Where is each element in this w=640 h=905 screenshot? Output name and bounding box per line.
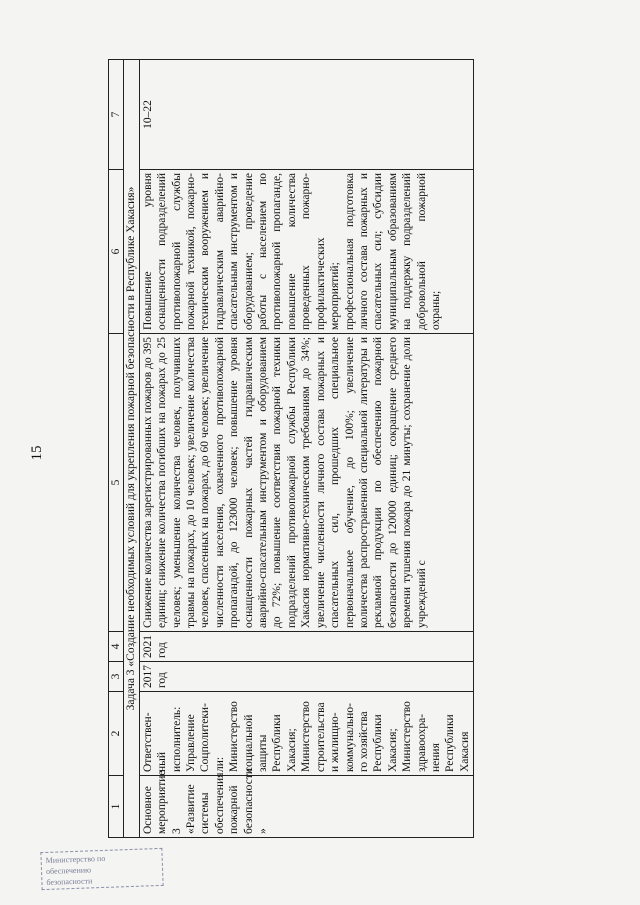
header-cell-7: 7 [109,60,124,170]
table-row [139,60,473,838]
stamp-line: безопасности [46,876,93,887]
responsible-cell: Ответствен-ный исполнитель: Управление Соцполитеки-ли: Министерство социальной защиты Республики Хакасия; Министерство строительства и жилищно-коммунально-го хозяйства Республики Хакасия; Министерство здравоохра-нения Республики Хакасия [139,692,473,776]
header-cell-6: 6 [109,170,124,334]
registration-stamp [40,848,163,890]
program-table [108,59,474,838]
end-year-cell: 2021 год [139,632,473,662]
header-cell-5: 5 [109,334,124,632]
main-activities-cell: Повышение уровня оснащенности подразделений противопожарной службы пожарной техникой, пожарно-техническим вооружением и гидравлическим аварийно-спасательным инструментом и оборудованием; проведение работы с населением по противопожарной пропаганде, повышение количества проведенных пожарно-профилактических мероприятий; профессиональная подготовка личного состава пожарных и спасательных сил; субсидии муниципальным образованиям на поддержку подразделений добровольной пожарной охраны; [139,170,473,334]
expected-results-cell: Снижение количества зарегистрированных пожаров до 395 единиц; снижение количества погибших на пожарах до 25 человек; уменьшение количества человек, получивших травмы на пожарах, до 10 человек; увеличение количества человек, спасенных на пожарах, до 60 человек; увеличение численности населения, охваченного противопожарной пропагандой, до 123000 человек; повышение уровня оснащенности пожарных частей гидравлическим аварийно-спасательным инструментом и оборудованием до 72%; повышение соответствия пожарной техники подразделений противопожарной службы Республики Хакасия нормативно-техническим требованиям до 34%; увеличение численности личного состава пожарных и спасательных сил, прошедших специальное первоначальное обучение, до 100%; увеличение количества распространенной специальной литературы и рекламной продукции по обеспечению пожарной безопасности до 120000 единиц; сокращение среднего времени тушения пожара до 21 минуты; сохранение доли учреждений с [139,334,473,632]
page-number: 15 [29,445,45,461]
indicators-cell: 10–22 [139,60,473,170]
task-row [124,60,139,838]
measure-name-cell: Основное мероприятие 3 «Развитие системы обеспечения пожарной безопасности » [139,776,473,838]
start-year-cell: 2017 год [139,662,473,692]
task-title: Задача 3 «Создание необходимых условий для укрепления пожарной безопасности в Республике Хакасия» [124,60,139,838]
stamp-line: обеспечению [45,865,92,876]
header-cell-1: 1 [109,776,124,838]
stamp-line: Министерство по [45,853,106,865]
header-row [109,60,124,838]
header-cell-4: 4 [109,632,124,662]
header-cell-2: 2 [109,692,124,776]
rotated-table-container [108,60,629,838]
header-cell-3: 3 [109,662,124,692]
